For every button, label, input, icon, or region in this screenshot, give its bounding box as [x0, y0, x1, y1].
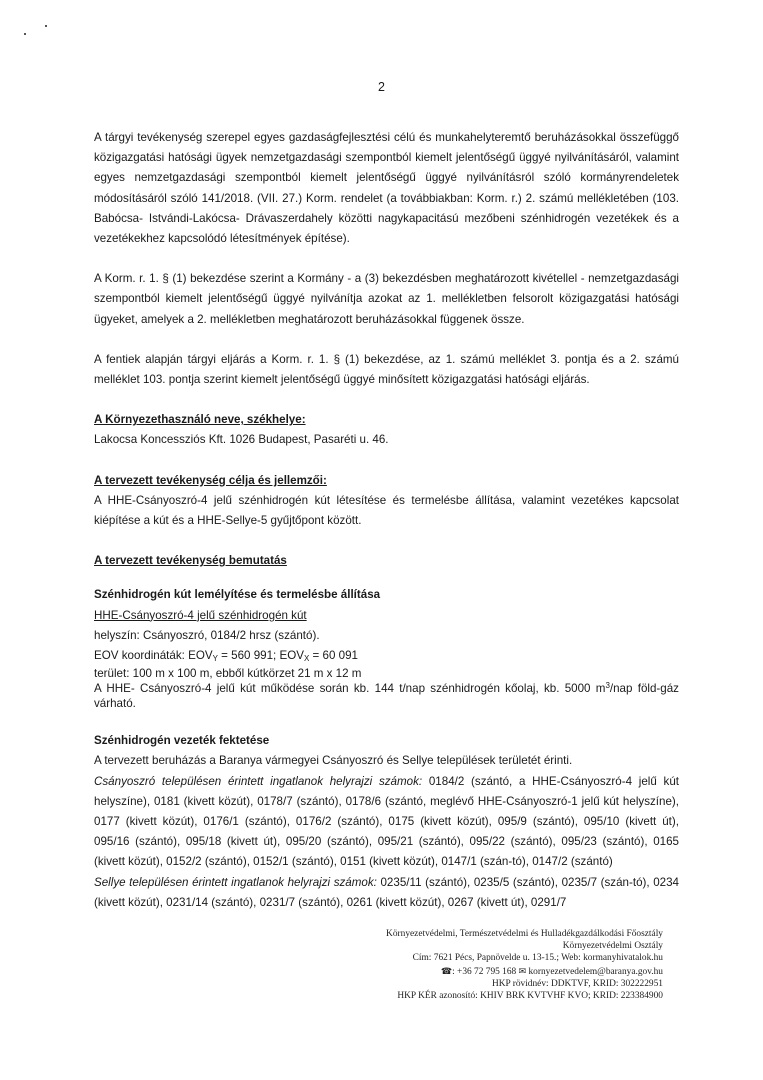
email-icon: ✉ [518, 965, 527, 976]
footer-department: Környezetvédelmi, Természetvédelmi és Hulladékgazdálkodási Főosztály [386, 929, 663, 939]
sellye-label: Sellye településen érintett ingatlanok helyrajzi számok: [94, 875, 377, 889]
document-body [94, 128, 679, 913]
user-section-text: Lakocsa Koncessziós Kft. 1026 Budapest, Pasaréti u. 46. [94, 433, 389, 447]
pipeline-intro: A tervezett beruházás a Baranya vármegyei Csányoszró és Sellye települések területét érinti. [94, 754, 573, 768]
scan-speck [45, 25, 47, 27]
well-location: helyszín: Csányoszró, 0184/2 hrsz (szántó). [94, 628, 320, 642]
phone-icon: ☎ [440, 965, 453, 976]
coords-prefix: EOV koordináták: EOV [94, 649, 213, 663]
purpose-section-text: A HHE-Csányoszró-4 jelű szénhidrogén kút létesítése és termelésbe állítása, valamint vezetékes kapcsolat kiépítése a kút és a HHE-Sellye-5 gyűjtőpont között. [94, 493, 679, 528]
coords-y-value: = 560 991; EOV [217, 649, 304, 663]
csanyoszro-list: 0184/2 (szántó, a HHE-Csányoszró-4 jelű kút helyszíne), 0181 (kivett közút), 0178/7 (szántó), 0178/6 (szántó, meglévő HHE-Csányoszró-1 jelű kút helyszíne), 0177 (kivett közút), 0176/1 (szántó), 0176/2 (szántó), 0175 (kivett közút), 095/9 (szántó), 095/10 (kivett út), 095/16 (szántó), 095/18 (kivett út), 095/20 (szántó), 095/21 (szántó), 095/22 (szántó), 095/23 (szántó), 0165 (kivett közút), 0152/2 (szántó), 0152/1 (szántó), 0151 (kivett közút), 0147/1 (szán-tó), 0147/2 (szántó) [94, 774, 679, 869]
pipeline-section-heading: Szénhidrogén vezeték fektetése [94, 734, 270, 748]
well-name: HHE-Csányoszró-4 jelű szénhidrogén kút [94, 608, 307, 622]
well-section-heading: Szénhidrogén kút lemélyítése és termelésbe állítása [94, 588, 381, 602]
presentation-section-heading: A tervezett tevékenység bemutatás [94, 554, 287, 568]
footer-phone: : +36 72 795 168 [452, 966, 519, 977]
sellye-parcels [94, 873, 679, 913]
intro-paragraph-2: A Korm. r. 1. § (1) bekezdése szerint a Kormány - a (3) bekezdésben meghatározott kivétellel - nemzetgazdasági szempontból kiemelt jelentőségű üggyé nyilvánítja azokat az 1. mellékletben felsorolt közigazgatási hatósági ügyeket, amelyek a 2. mellékletben meghatározott beruházásokkal függenek össze. [94, 272, 679, 326]
footer-address: Cím: 7621 Pécs, Papnövelde u. 13-15.; Web: kormanyhivatalok.hu [412, 953, 663, 964]
well-output [94, 681, 679, 711]
well-area: terület: 100 m x 100 m, ebből kútkörzet 21 m x 12 m [94, 667, 362, 681]
intro-paragraph-3: A fentiek alapján tárgyi eljárás a Korm. r. 1. § (1) bekezdése, az 1. számú melléklet 3. pontja és a 2. számú melléklet 103. pontja szerint kiemelt jelentőségű üggyé minősített közigazgatási hatósági eljárás. [94, 352, 679, 387]
purpose-section-heading: A tervezett tevékenység célja és jellemzői: [94, 473, 327, 487]
coords-x-value: = 60 091 [309, 649, 359, 663]
csanyoszro-parcels [94, 772, 679, 873]
footer-hkp-ker: HKP KÉR azonosító: KHIV BRK KVTVHF KVO; KRID: 223384900 [397, 991, 663, 1002]
well-coordinates [94, 646, 679, 666]
user-section-heading: A Környezethasználó neve, székhelye: [94, 413, 306, 427]
footer-hkp-short: HKP rövidnév: DDKTVF, KRID: 302222951 [491, 978, 663, 989]
footer-division: Környezetvédelmi Osztály [562, 941, 663, 952]
well-output-sup: 3 [605, 681, 610, 691]
footer-email[interactable]: kornyezetvedelem@baranya.gov.hu [526, 966, 663, 977]
footer-contact [303, 965, 663, 978]
well-output-text-2: /nap föld-gáz várható. [94, 682, 679, 711]
sellye-list: 0235/11 (szántó), 0235/5 (szántó), 0235/7 (szán-tó), 0234 (kivett közút), 0231/14 (szántó), 0231/7 (szántó), 0261 (kivett közút), 0267 (kivett út), 0291/7 [94, 875, 679, 909]
letterhead-footer [303, 928, 663, 1002]
intro-paragraph-1: A tárgyi tevékenység szerepel egyes gazdaságfejlesztési célú és munkahelyteremtő beruházásokkal összefüggő közigazgatási hatósági ügyek nemzetgazdasági szempontból kiemelt jelentőségű üggyé nyilvánításáról, valamint egyes nemzetgazdasági szempontból kiemelt jelentőségű üggyé nyilvánításról szóló kormányrendeletek módosításáról szóló 141/2018. (VII. 27.) Korm. rendelet (a továbbiakban: Korm. r.) 2. számú mellékletében (103. Babócsa- Istvándi-Lakócsa- Drávaszerdahely közötti nagykapacitású mezőbeni szénhidrogén vezetékek és a vezetékekhez kapcsolódó létesítmények építése). [94, 131, 679, 246]
coords-x-sub: X [303, 654, 310, 664]
page-number: 2 [378, 80, 385, 94]
well-output-text: A HHE- Csányoszró-4 jelű kút működése során kb. 144 t/nap szénhidrogén kőolaj, kb. 5000 m [94, 682, 606, 696]
scan-speck [24, 33, 26, 35]
coords-y-sub: Y [212, 654, 218, 664]
csanyoszro-label: Csányoszró településen érintett ingatlanok helyrajzi számok: [94, 774, 423, 788]
